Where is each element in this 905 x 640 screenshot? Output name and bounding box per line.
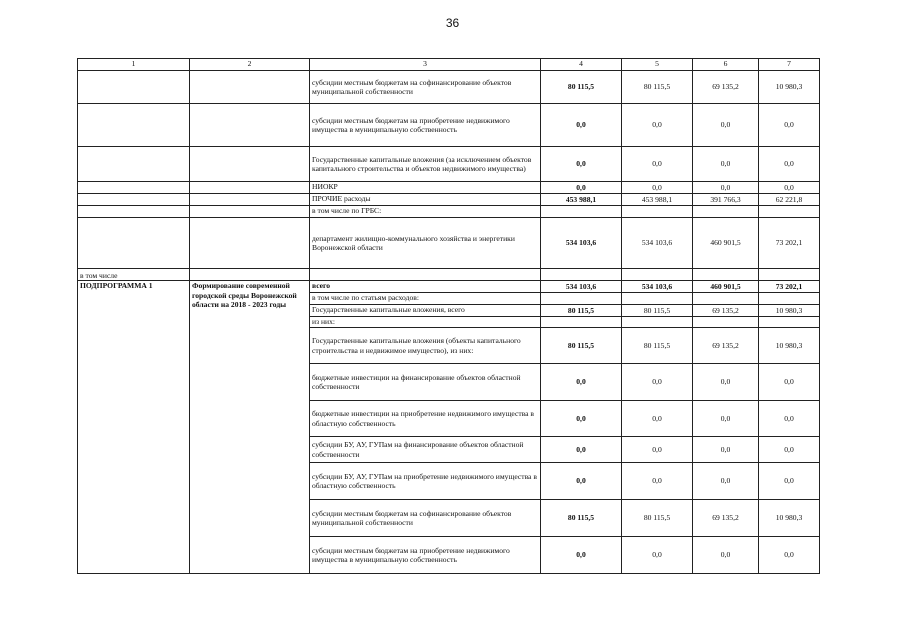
row-label: субсидии БУ, АУ, ГУПам на финансирование объектов областной собственности (310, 437, 541, 462)
row-value-6: 460 901,5 (693, 281, 759, 292)
row-value-6: 0,0 (693, 401, 759, 436)
table-header-row (78, 58, 819, 71)
row-value-5: 80 115,5 (622, 305, 693, 316)
subprogram-row (310, 463, 819, 500)
header-col-7: 7 (787, 59, 791, 68)
row-value-5: 0,0 (622, 182, 693, 193)
header-col-6: 6 (693, 59, 759, 70)
row-value-5: 80 115,5 (622, 328, 693, 363)
row-value-5: 80 115,5 (622, 500, 693, 536)
table-row (78, 206, 819, 218)
row-value-5 (622, 269, 693, 280)
row-label: из них: (310, 317, 541, 327)
row-value-7: 10 980,3 (775, 305, 803, 315)
row-value-4: 80 115,5 (541, 500, 622, 536)
row-value-4 (541, 206, 622, 217)
row-label: Государственные капитальные вложения, всего (310, 305, 541, 316)
row-value-5: 534 103,6 (622, 281, 693, 292)
row-value-4: 0,0 (541, 401, 622, 436)
subprogram-block (78, 281, 819, 574)
subprogram-row (310, 328, 819, 364)
row-value-5: 534 103,6 (622, 218, 693, 268)
row-col-2 (190, 206, 310, 217)
row-value-7: 73 202,1 (775, 281, 803, 291)
row-value-7: 10 980,3 (775, 340, 803, 350)
row-col-1 (78, 147, 190, 181)
row-value-5: 0,0 (622, 537, 693, 573)
row-col-2 (190, 71, 310, 103)
row-value-7 (759, 317, 819, 327)
row-value-7 (759, 269, 819, 280)
row-value-4 (541, 293, 622, 304)
row-value-5: 0,0 (622, 364, 693, 400)
row-value-6: 69 135,2 (693, 500, 759, 536)
row-value-4: 0,0 (541, 104, 622, 146)
row-value-7: 0,0 (784, 120, 794, 130)
subprogram-title: Формирование современной городской среды Воронежской области на 2018 - 2023 годы (192, 281, 297, 310)
row-label: в том числе по статьям расходов: (310, 293, 541, 304)
row-value-6 (693, 206, 759, 217)
row-value-6 (693, 293, 759, 304)
header-col-2: 2 (190, 59, 310, 70)
row-col-1 (78, 206, 190, 217)
row-label: Государственные капитальные вложения (объекты капитального строительства и недвижимое имущество), из них: (310, 328, 541, 363)
row-value-6: 0,0 (693, 537, 759, 573)
row-value-5: 0,0 (622, 437, 693, 462)
subprogram-title-cell (190, 281, 310, 574)
row-value-6: 0,0 (693, 463, 759, 499)
row-col-2 (190, 269, 310, 280)
row-label: всего (310, 281, 541, 292)
budget-table (77, 58, 820, 574)
row-col-2 (190, 147, 310, 181)
header-col-1: 1 (78, 59, 190, 70)
row-col-2 (190, 104, 310, 146)
row-value-6: 0,0 (693, 437, 759, 462)
table-row (78, 182, 819, 194)
row-value-6: 0,0 (693, 104, 759, 146)
row-value-7: 62 221,8 (775, 194, 803, 204)
row-label: субсидии местным бюджетам на софинансирование объектов муниципальной собственности (310, 71, 541, 103)
table-row (78, 194, 819, 206)
subprogram-row (310, 500, 819, 537)
row-label: субсидии местным бюджетам на приобретение недвижимого имущества в муниципальную собственность (310, 104, 541, 146)
row-value-6: 69 135,2 (693, 328, 759, 363)
upper-rows (78, 71, 819, 281)
row-label: субсидии местным бюджетам на приобретение недвижимого имущества в муниципальную собственность (310, 537, 541, 573)
row-col-1 (78, 104, 190, 146)
row-value-5: 0,0 (622, 401, 693, 436)
row-value-7: 73 202,1 (775, 238, 803, 248)
table-row (78, 218, 819, 269)
row-value-7: 0,0 (784, 159, 794, 169)
subprogram-code-cell (78, 281, 190, 574)
subprogram-row (310, 293, 819, 305)
row-value-6: 0,0 (693, 182, 759, 193)
row-value-7: 0,0 (784, 444, 794, 454)
subprogram-row (310, 537, 819, 574)
table-row (78, 104, 819, 147)
subprogram-row (310, 437, 819, 463)
row-col-2 (190, 182, 310, 193)
row-value-7: 0,0 (784, 476, 794, 486)
subprogram-row (310, 281, 819, 293)
table-row (78, 147, 819, 182)
row-value-4: 453 988,1 (541, 194, 622, 205)
row-col-2 (190, 194, 310, 205)
row-label: НИОКР (310, 182, 541, 193)
row-value-5 (622, 293, 693, 304)
row-col-1: в том числе (78, 269, 190, 280)
header-col-3: 3 (310, 59, 541, 70)
row-value-6 (693, 269, 759, 280)
row-label: в том числе по ГРБС: (310, 206, 541, 217)
row-value-6: 69 135,2 (693, 71, 759, 103)
row-value-5: 0,0 (622, 104, 693, 146)
row-col-1 (78, 194, 190, 205)
subprogram-row (310, 401, 819, 437)
row-label: субсидии местным бюджетам на софинансирование объектов муниципальной собственности (310, 500, 541, 536)
row-value-6: 69 135,2 (693, 305, 759, 316)
subprogram-row (310, 305, 819, 317)
row-label: бюджетные инвестиции на приобретение недвижимого имущества в областную собственность (310, 401, 541, 436)
row-value-4: 0,0 (541, 182, 622, 193)
row-value-6: 0,0 (693, 147, 759, 181)
row-label: ПРОЧИЕ расходы (310, 194, 541, 205)
row-value-4: 0,0 (541, 537, 622, 573)
row-value-4 (541, 317, 622, 327)
row-value-4: 80 115,5 (541, 305, 622, 316)
row-value-7: 0,0 (784, 182, 794, 192)
row-value-4: 534 103,6 (541, 281, 622, 292)
row-col-1 (78, 71, 190, 103)
row-value-4: 0,0 (541, 364, 622, 400)
row-value-5: 453 988,1 (622, 194, 693, 205)
row-value-4: 80 115,5 (541, 328, 622, 363)
header-col-4: 4 (541, 59, 622, 70)
subprogram-code: ПОДПРОГРАММА 1 (80, 281, 153, 290)
row-label (310, 269, 541, 280)
row-value-4: 0,0 (541, 147, 622, 181)
row-value-5: 80 115,5 (622, 71, 693, 103)
row-value-5: 0,0 (622, 147, 693, 181)
table-row (78, 269, 819, 281)
row-label: бюджетные инвестиции на финансирование объектов областной собственности (310, 364, 541, 400)
row-label: департамент жилищно-коммунального хозяйства и энергетики Воронежской области (310, 218, 541, 268)
row-value-6: 460 901,5 (693, 218, 759, 268)
row-value-4: 534 103,6 (541, 218, 622, 268)
row-label: Государственные капитальные вложения (за исключением объектов капитального строительства и объектов недвижимого имущества) (310, 147, 541, 181)
row-value-6: 391 766,3 (693, 194, 759, 205)
page-number: 36 (445, 16, 460, 30)
header-col-5: 5 (622, 59, 693, 70)
row-value-5: 0,0 (622, 463, 693, 499)
row-col-2 (190, 218, 310, 268)
row-value-7: 0,0 (784, 550, 794, 560)
row-value-6 (693, 317, 759, 327)
subprogram-row (310, 317, 819, 328)
row-value-4: 0,0 (541, 437, 622, 462)
row-col-1 (78, 182, 190, 193)
row-value-5 (622, 317, 693, 327)
row-value-4: 0,0 (541, 463, 622, 499)
row-value-4 (541, 269, 622, 280)
row-value-7: 10 980,3 (775, 82, 803, 92)
table-row (78, 71, 819, 104)
subprogram-rows (310, 281, 819, 574)
subprogram-row (310, 364, 819, 401)
row-value-7 (759, 293, 819, 304)
row-value-5 (622, 206, 693, 217)
row-value-7: 0,0 (784, 413, 794, 423)
row-value-7: 10 980,3 (775, 513, 803, 523)
row-value-6: 0,0 (693, 364, 759, 400)
row-value-4: 80 115,5 (541, 71, 622, 103)
row-value-7: 0,0 (784, 377, 794, 387)
row-col-1 (78, 218, 190, 268)
row-value-7 (759, 206, 819, 217)
row-label: субсидии БУ, АУ, ГУПам на приобретение недвижимого имущества в областную собственность (310, 463, 541, 499)
